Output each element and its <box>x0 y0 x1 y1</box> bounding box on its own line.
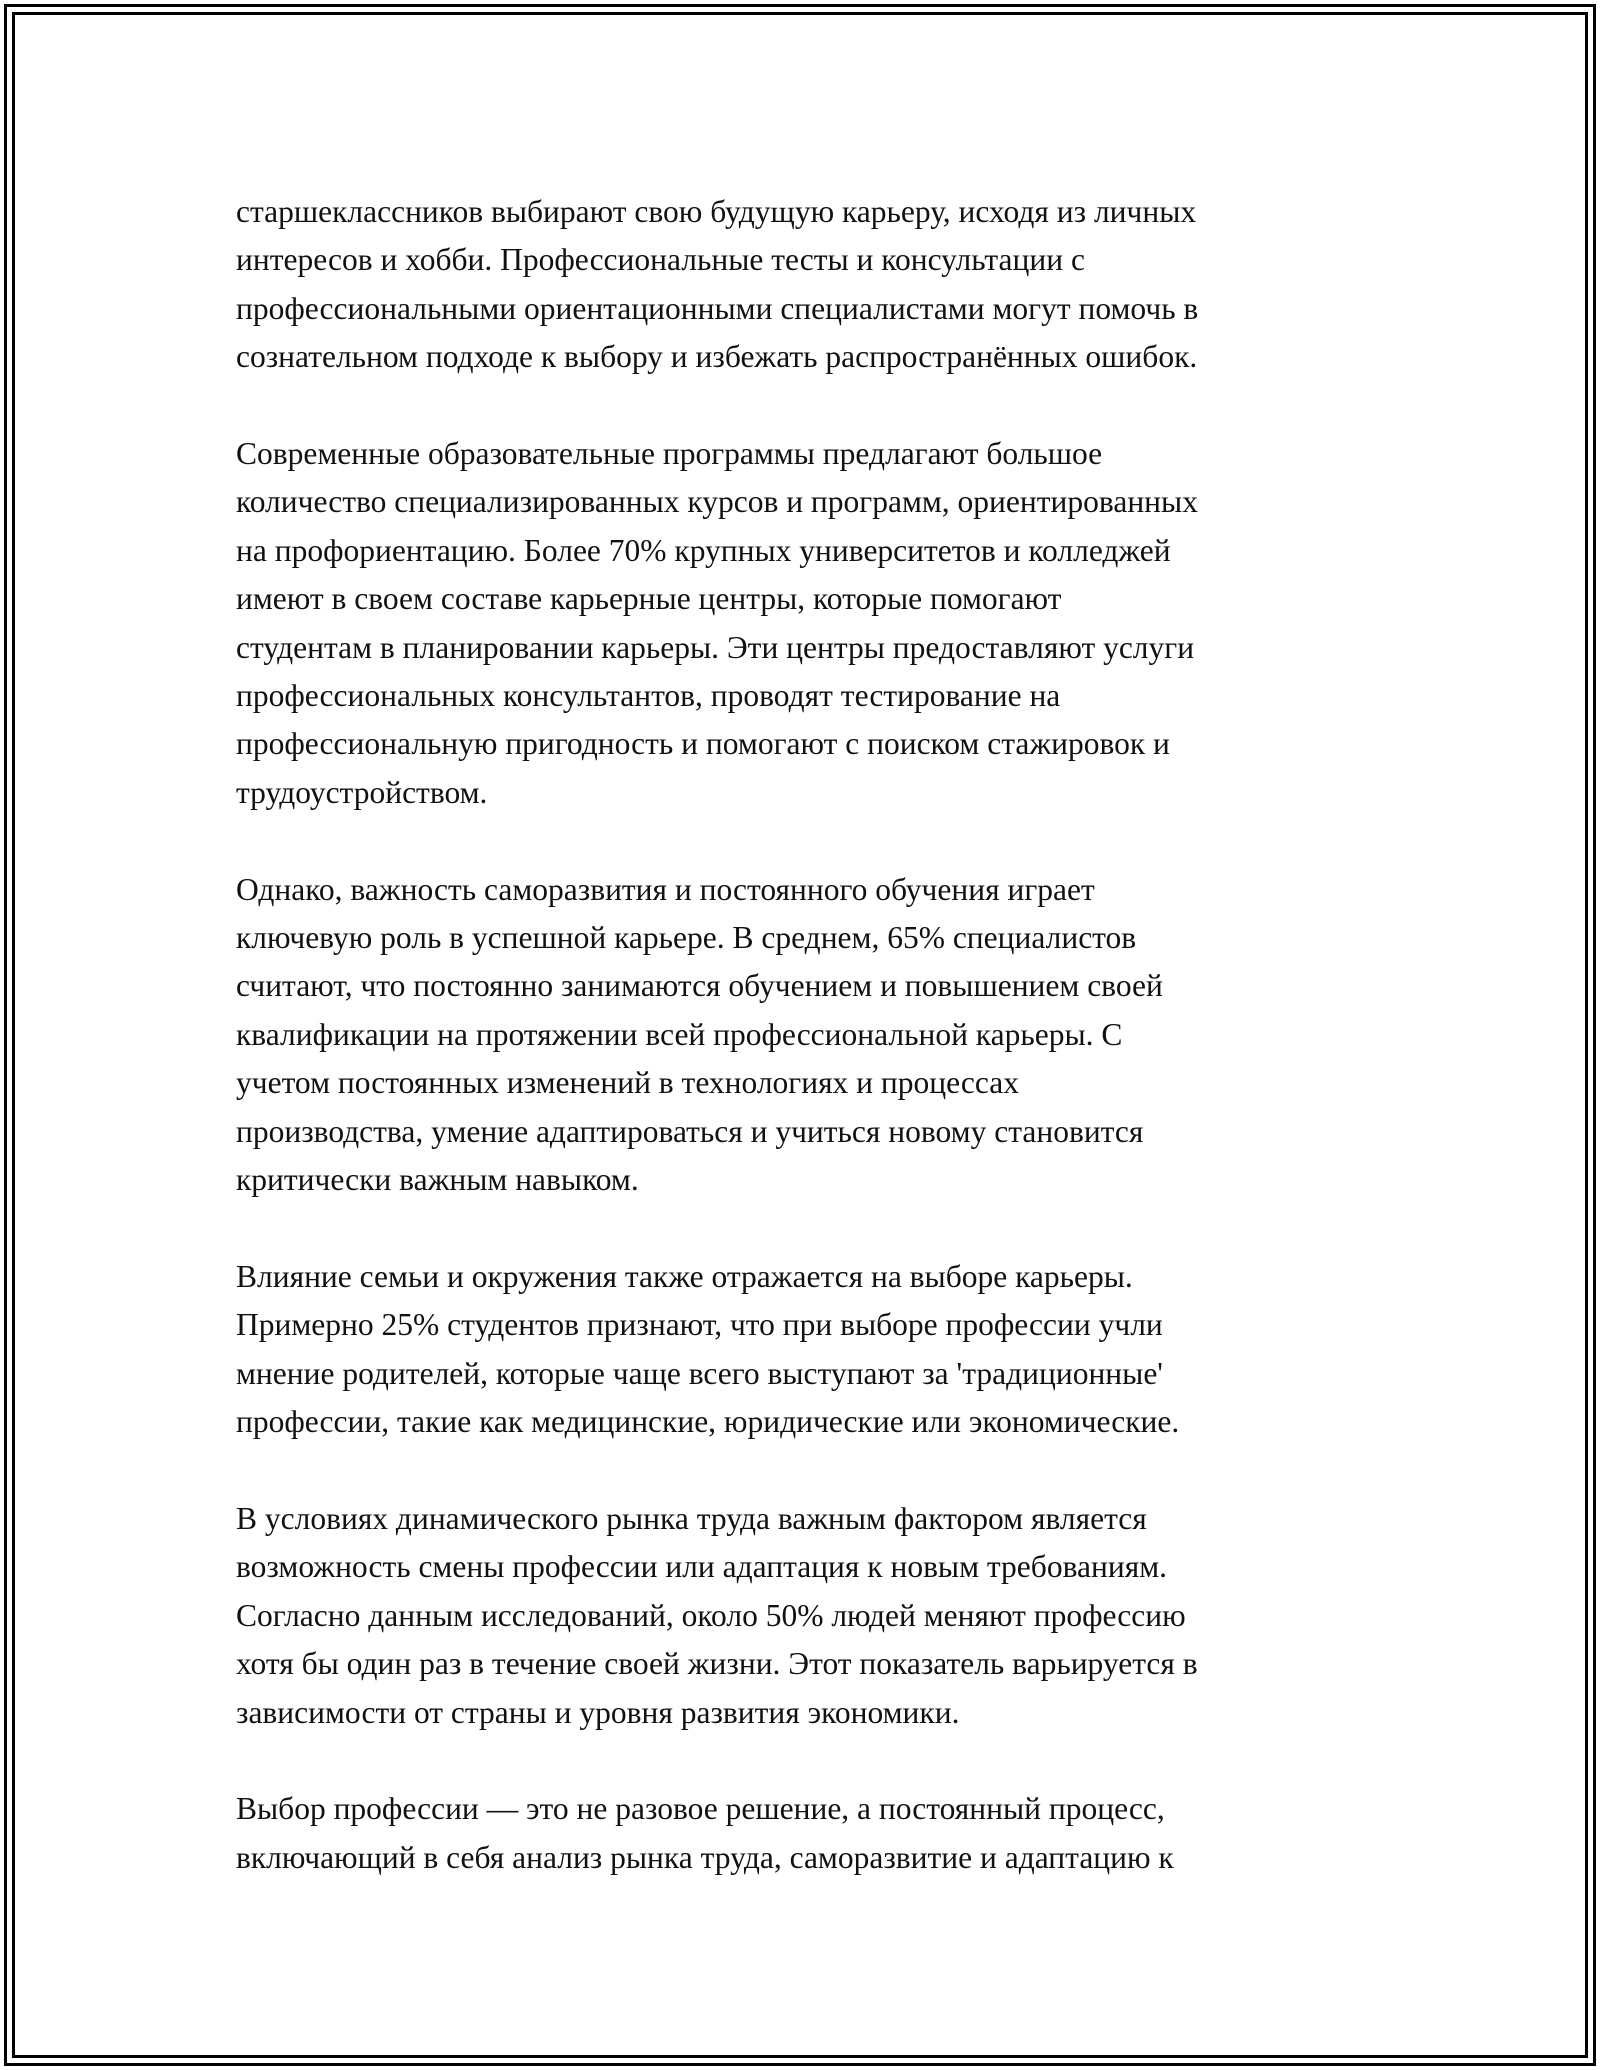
paragraph <box>236 1785 1386 1882</box>
text-line: трудоустройством. <box>236 774 488 810</box>
text-line: интересов и хобби. Профессиональные тесты и консультации с <box>236 242 1085 278</box>
text-line: ключевую роль в успешной карьере. В среднем, 65% специалистов <box>236 920 1137 956</box>
text-line: включающий в себя анализ рынка труда, саморазвитие и адаптацию к <box>236 1839 1174 1875</box>
text-line: профессиональных консультантов, проводят тестирование на <box>236 678 1061 714</box>
paragraph <box>236 1253 1386 1447</box>
text-line: хотя бы один раз в течение своей жизни. Этот показатель варьируется в <box>236 1646 1198 1682</box>
text-line: Однако, важность саморазвития и постоянного обучения играет <box>236 871 1095 907</box>
text-line: профессии, такие как медицинские, юридические или экономические. <box>236 1404 1180 1440</box>
text-line: Влияние семьи и окружения также отражается на выборе карьеры. <box>236 1258 1133 1294</box>
paragraph <box>236 430 1386 817</box>
text-line: студентам в планировании карьеры. Эти центры предоставляют услуги <box>236 629 1195 665</box>
text-line: профессиональную пригодность и помогают с поиском стажировок и <box>236 726 1170 762</box>
text-line: критически важным навыком. <box>236 1162 639 1198</box>
text-line: зависимости от страны и уровня развития экономики. <box>236 1694 960 1730</box>
text-line: количество специализированных курсов и программ, ориентированных <box>236 484 1198 520</box>
text-line: Согласно данным исследований, около 50% людей меняют профессию <box>236 1597 1186 1633</box>
paragraph <box>236 1495 1386 1737</box>
text-line: профессиональными ориентационными специалистами могут помочь в <box>236 290 1199 326</box>
text-line: производства, умение адаптироваться и учиться новому становится <box>236 1113 1144 1149</box>
text-line: старшеклассников выбирают свою будущую карьеру, исходя из личных <box>236 194 1197 229</box>
text-line: имеют в своем составе карьерные центры, которые помогают <box>236 581 1062 617</box>
text-line: В условиях динамического рынка труда важным фактором является <box>236 1500 1147 1536</box>
text-line: считают, что постоянно занимаются обучением и повышением своей <box>236 968 1163 1004</box>
text-line: Современные образовательные программы предлагают большое <box>236 436 1103 472</box>
text-line: на профориентацию. Более 70% крупных университетов и колледжей <box>236 532 1171 568</box>
paragraph <box>236 866 1386 1205</box>
text-line: Выбор профессии — это не разовое решение, а постоянный процесс, <box>236 1791 1165 1827</box>
paragraph <box>236 188 1386 382</box>
text-line: учетом постоянных изменений в технологиях и процессах <box>236 1065 1019 1101</box>
text-line: возможность смены профессии или адаптация к новым требованиям. <box>236 1549 1168 1585</box>
text-line: квалификации на протяжении всей профессиональной карьеры. С <box>236 1016 1123 1052</box>
text-line: Примерно 25% студентов признают, что при выборе профессии учли <box>236 1307 1163 1343</box>
text-line: сознательном подходе к выбору и избежать распространённых ошибок. <box>236 339 1198 375</box>
document-body <box>236 188 1386 1931</box>
text-line: мнение родителей, которые чаще всего выступают за 'традиционные' <box>236 1355 1163 1391</box>
